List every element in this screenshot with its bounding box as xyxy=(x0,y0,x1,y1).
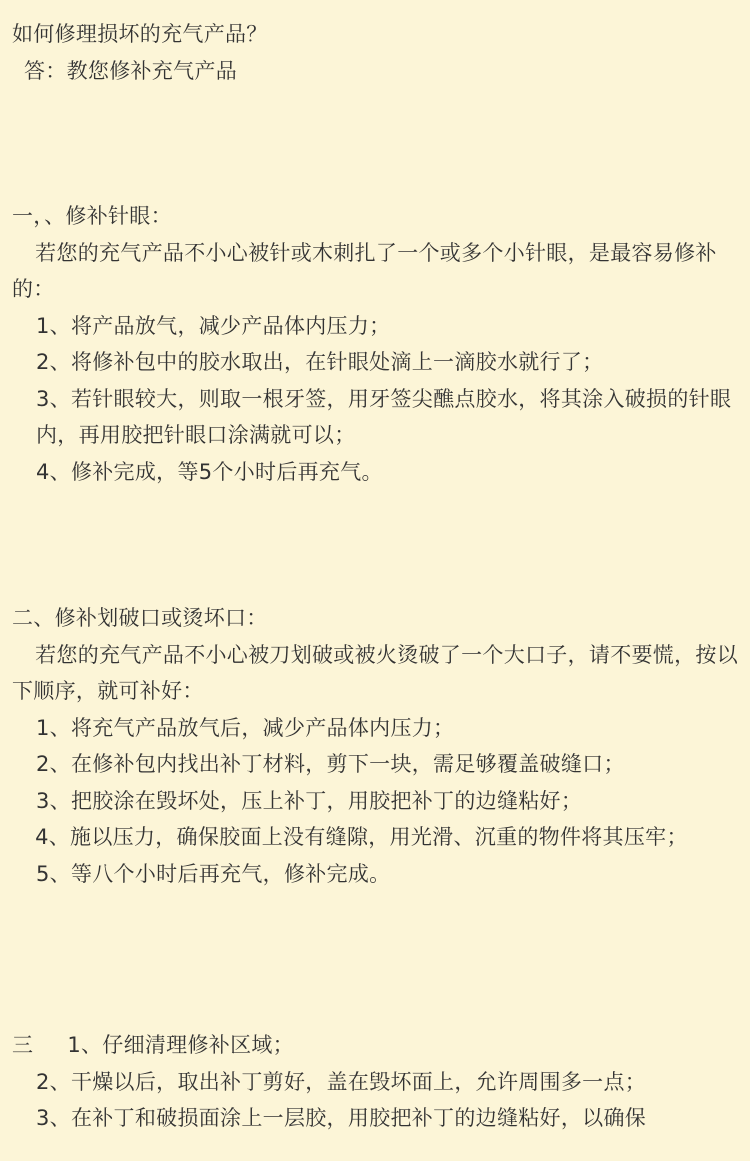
section2-step: 4、施以压力，确保胶面上没有缝隙，用光滑、沉重的物件将其压牢； xyxy=(35,825,688,849)
section2-step: 2、在修补包内找出补丁材料，剪下一块，需足够覆盖破缝口； xyxy=(36,752,625,776)
section1-step xyxy=(12,381,738,454)
section1-step: 1、将产品放气，减少产品体内压力； xyxy=(36,313,391,338)
section-intro-2: 若您的充气产品不小心被刀划破或被火烫破了一个大口子，请不要慌，按以下顺序，就可补好： xyxy=(12,642,738,703)
question-text: 如何修理损坏的充气产品？ xyxy=(12,22,268,46)
section2-step: 3、把胶涂在毁坏处，压上补丁，用胶把补丁的边缝粘好； xyxy=(36,788,583,813)
section3-step: 1、仔细清理修补区域； xyxy=(67,1033,294,1057)
section1-step: 2、将修补包中的胶水取出，在针眼处滴上一滴胶水就行了； xyxy=(36,350,604,374)
section1-step-text: 3、若针眼较大，则取一根牙签，用牙签尖醮点胶水，将其涂入破损的针眼内，再用胶把针眼口涂满就可以； xyxy=(36,386,732,447)
spacer xyxy=(12,892,738,1027)
section2-step: 5、等八个小时后再充气，修补完成。 xyxy=(36,861,391,886)
section-heading-3: 三 xyxy=(12,1033,34,1057)
section-heading-2: 二、修补划破口或烫坏口： xyxy=(12,606,268,630)
section-intro-1: 若您的充气产品不小心被针或木刺扎了一个或多个小针眼，是最容易修补的： xyxy=(12,240,717,301)
spacer xyxy=(12,490,738,600)
section3-first-line xyxy=(12,1027,738,1064)
section1-step: 4、修补完成，等5个小时后再充气。 xyxy=(36,459,383,484)
spacer xyxy=(12,89,738,198)
section2-step: 1、将充气产品放气后，减少产品体内压力； xyxy=(36,715,455,740)
section3-step: 2、干燥以后，取出补丁剪好，盖在毁坏面上，允许周围多一点； xyxy=(36,1069,647,1094)
section3-step: 3、在补丁和破损面涂上一层胶，用胶把补丁的边缝粘好，以确保 xyxy=(36,1106,647,1130)
section-heading-1: 一，、修补针眼： xyxy=(12,204,172,228)
answer-text: 答：教您修补充气产品 xyxy=(24,58,237,83)
